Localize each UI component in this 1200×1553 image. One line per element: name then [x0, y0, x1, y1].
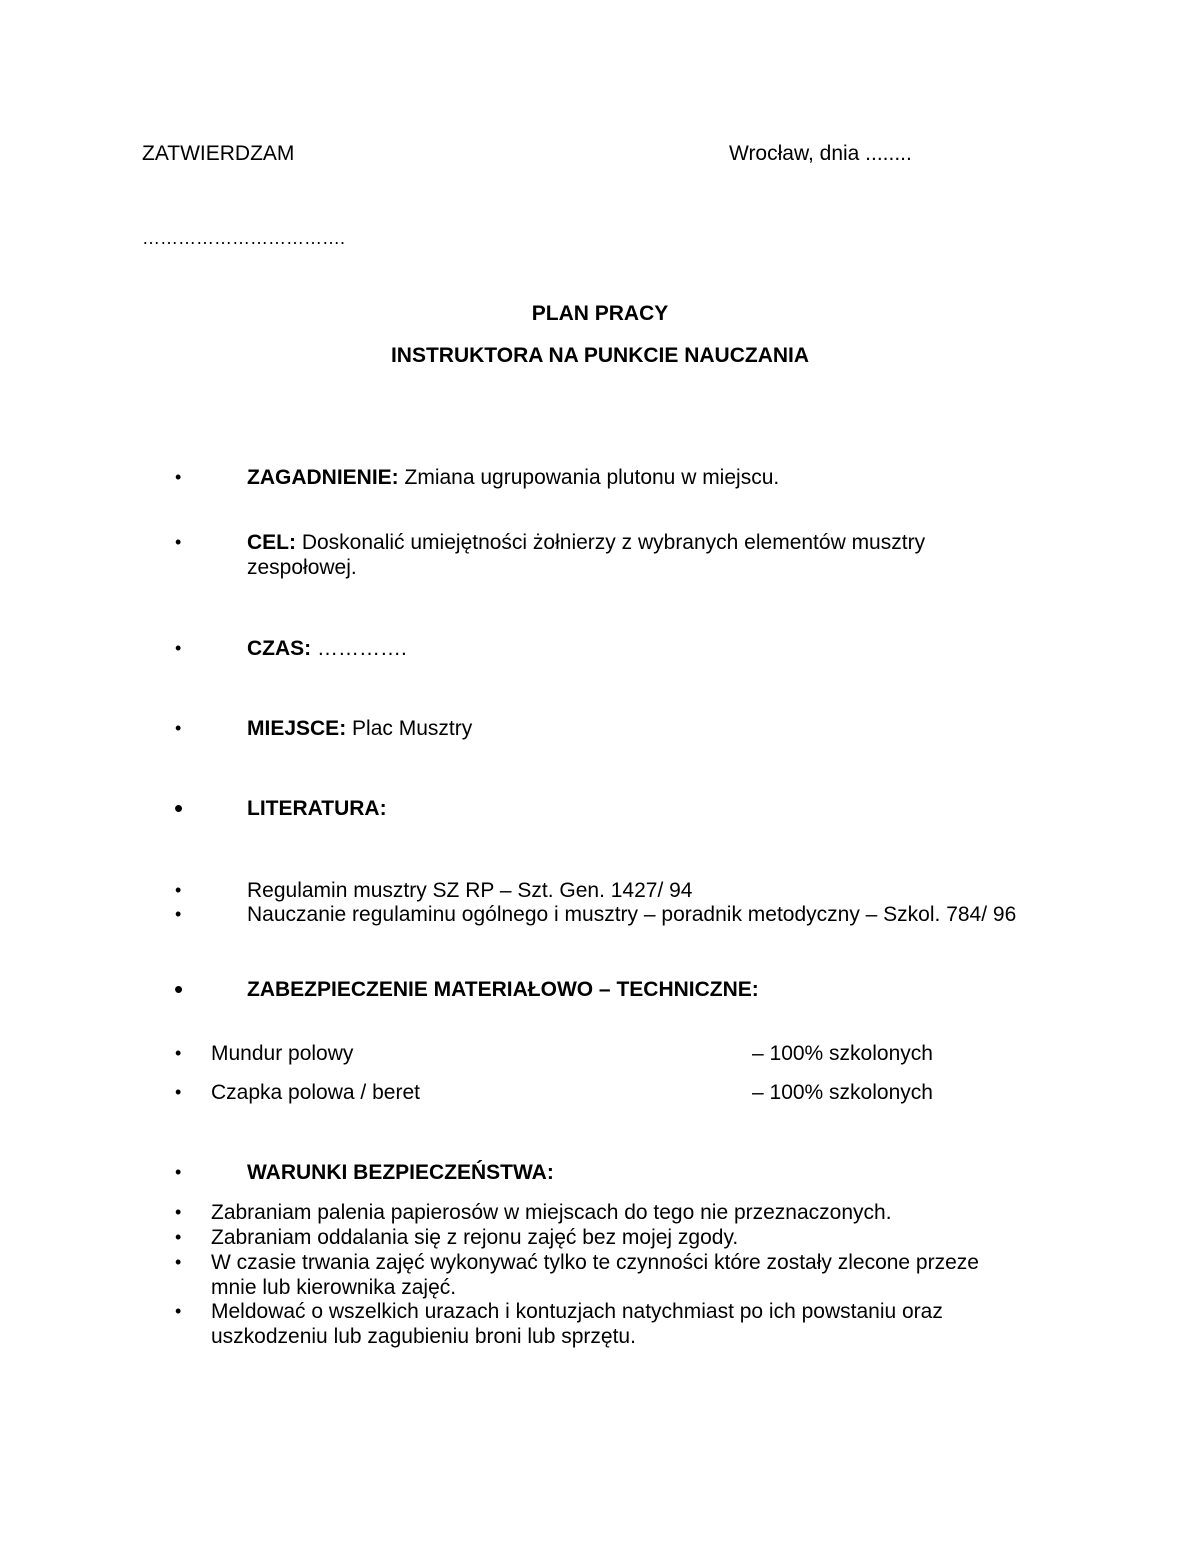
literature-entry: Nauczanie regulaminu ogólnego i musztry – poradnik metodyczny – Szkol. 784/ 96 [247, 903, 1017, 926]
time-item [247, 636, 407, 661]
bullet-icon: • [175, 904, 182, 924]
bullet-icon: • [175, 880, 182, 900]
time-label: CZAS: [247, 637, 312, 660]
safety-heading [247, 1160, 554, 1185]
equipment-item: Mundur polowy [211, 1042, 354, 1065]
safety-rule: Zabraniam oddalania się z rejonu zajęć bez mojej zgody. [211, 1226, 739, 1249]
bullet-icon: • [175, 1043, 182, 1063]
page-subtitle: INSTRUKTORA NA PUNKCIE NAUCZANIA [390, 344, 810, 367]
safety-rule: Zabraniam palenia papierosów w miejscach do tego nie przeznaczonych. [211, 1201, 892, 1224]
bullet-icon: • [175, 1227, 182, 1247]
place-date: Wrocław, dnia ........ [729, 142, 912, 165]
safety-rule: W czasie trwania zajęć wykonywać tylko te czynności które zostały zlecone przeze mnie lub kierownika zajęć. [211, 1251, 979, 1299]
bullet-icon: • [175, 1252, 182, 1272]
equipment-amount: – 100% szkolonych [752, 1081, 933, 1104]
place-item [247, 716, 472, 741]
safety-rule: Meldować o wszelkich urazach i kontuzjach natychmiast po ich powstaniu oraz uszkodzeniu lub zagubieniu broni lub sprzętu. [211, 1300, 943, 1348]
bullet-icon: • [175, 1082, 182, 1102]
literature-label: LITERATURA: [247, 797, 387, 820]
literature-entry: Regulamin musztry SZ RP – Szt. Gen. 1427/ 94 [247, 879, 693, 902]
approve-label: ZATWIERDZAM [142, 142, 295, 165]
goal-item [247, 530, 1037, 580]
goal-label: CEL: [247, 531, 296, 554]
bullet-icon: • [175, 467, 182, 487]
literature-item [247, 796, 387, 821]
topic-item [247, 465, 779, 490]
bullet-icon: • [175, 718, 182, 738]
bullet-icon: • [175, 532, 182, 552]
bullet-icon: • [175, 1162, 182, 1182]
equipment-heading [247, 977, 759, 1002]
time-value: …………. [311, 637, 407, 660]
signature-line: ……………………………. [142, 228, 346, 248]
bullet-icon: • [175, 1202, 182, 1222]
topic-value: Zmiana ugrupowania plutonu w miejscu. [398, 466, 780, 489]
equipment-label: ZABEZPIECZENIE MATERIAŁOWO – TECHNICZNE: [247, 978, 759, 1001]
bullet-icon: • [175, 1301, 182, 1321]
goal-value: Doskonalić umiejętności żołnierzy z wybranych elementów musztry zespołowej. [247, 531, 926, 579]
place-label: MIEJSCE: [247, 717, 347, 740]
bullet-icon: • [174, 974, 184, 1004]
topic-label: ZAGADNIENIE: [247, 466, 399, 489]
equipment-amount: – 100% szkolonych [752, 1042, 933, 1065]
place-value: Plac Musztry [346, 717, 473, 740]
page-title: PLAN PRACY [531, 302, 669, 325]
bullet-icon: • [175, 638, 182, 658]
equipment-item: Czapka polowa / beret [211, 1081, 420, 1104]
safety-label: WARUNKI BEZPIECZEŃSTWA: [247, 1161, 554, 1184]
bullet-icon: • [174, 793, 184, 823]
